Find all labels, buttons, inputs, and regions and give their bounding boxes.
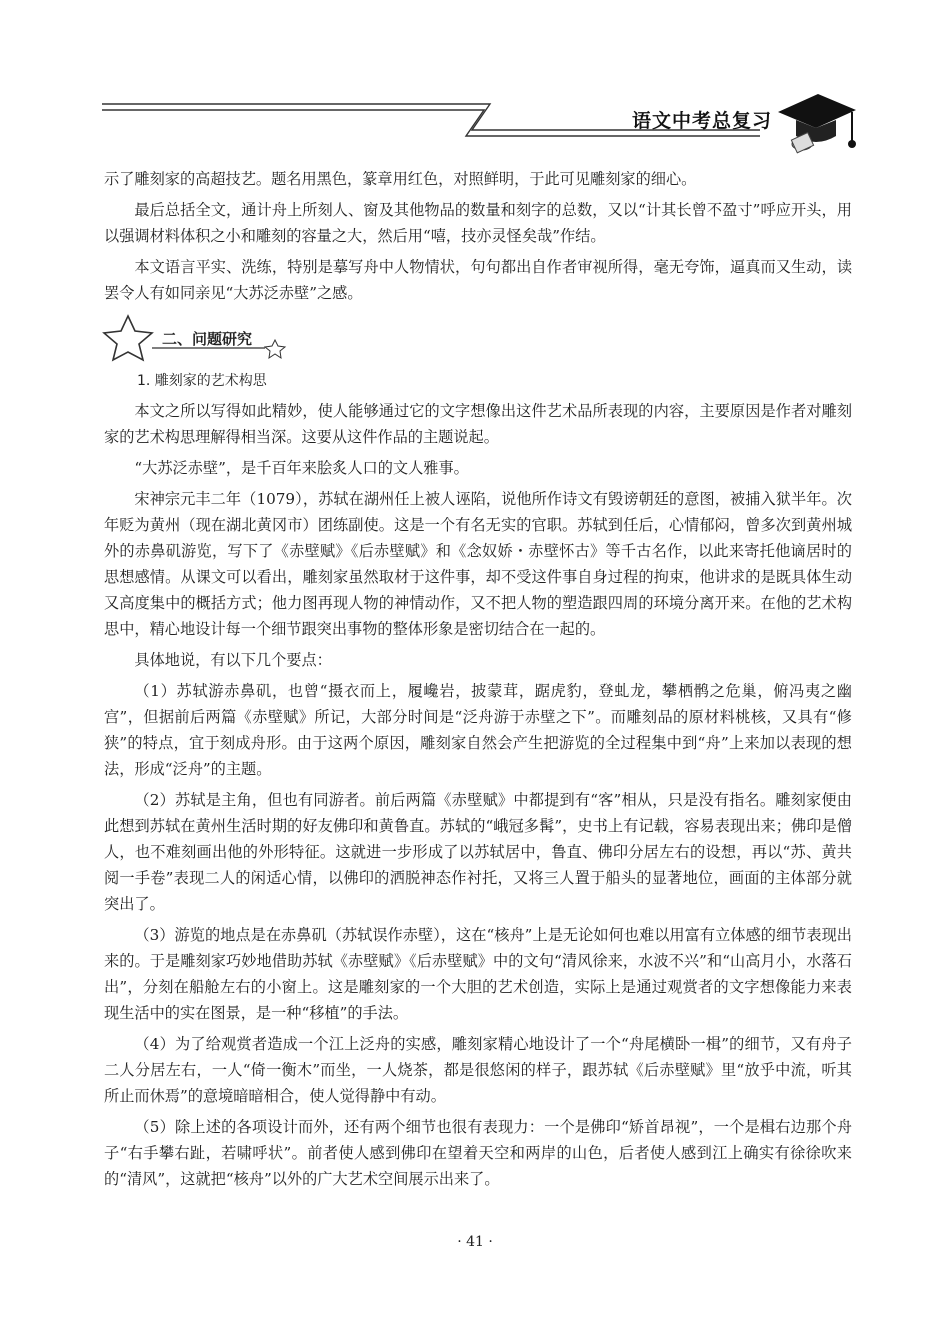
paragraph: （2）苏轼是主角，但也有同游者。前后两篇《赤壁赋》中都提到有“客”相从，只是没有指名。雕刻家便由此想到苏轼在黄州生活时期的好友佛印和黄鲁直。苏轼的“峨冠多髯”，史书上有记载，容易表现出来；佛印是僧人，也不难刻画出他的外形特征。这就进一步形成了以苏轼居中，鲁直、佛印分居左右的设想，再以“苏、黄共阅一手卷”表现二人的闲适心情，以佛印的洒脱神态作衬托，又将三人置于船头的显著地位，画面的主体部分就突出了。 — [104, 791, 852, 913]
paragraph: （5）除上述的各项设计而外，还有两个细节也很有表现力：一个是佛印“矫首昂视”，一个是楫右边那个舟子“右手攀右趾，若啸呼状”。前者使人感到佛印在望着天空和两岸的山色，后者使人感到江上确实有徐徐吹来的“清风”，这就把“核舟”以外的广大艺术空间展示出来了。 — [104, 1118, 852, 1188]
graduation-cap-icon — [768, 84, 858, 164]
paragraph: （1）苏轼游赤鼻矶，也曾“摄衣而上，履巉岩，披蒙茸，踞虎豹，登虬龙，攀栖鹘之危巢，俯冯夷之幽宫”，但据前后两篇《赤壁赋》所记，大部分时间是“泛舟游于赤壁之下”。而雕刻品的原材料桃核，又具有“修狭”的特点，宜于刻成舟形。由于这两个原因，雕刻家自然会产生把游览的全过程集中到“舟”上来加以表现的想法，形成“泛舟”的主题。 — [104, 682, 852, 778]
page-body — [104, 166, 852, 1197]
header-title: 语文中考总复习 — [632, 110, 773, 132]
section-title: 二、问题研究 — [162, 330, 253, 348]
paragraph: 具体地说，有以下几个要点： — [134, 651, 332, 669]
paragraph: 示了雕刻家的高超技艺。题名用黑色，篆章用红色，对照鲜明，于此可见雕刻家的细心。 — [104, 170, 697, 188]
paragraph: 最后总括全文，通计舟上所刻人、窗及其他物品的数量和刻字的总数，又以“计其长曾不盈寸”呼应开头，用以强调材料体积之小和雕刻的容量之大，然后用“嘻，技亦灵怪矣哉”作结。 — [104, 201, 852, 245]
paragraph: 本文语言平实、洗练，特别是摹写舟中人物情状，句句都出自作者审视所得，毫无夸饰，逼真而又生动，读罢令人有如同亲见“大苏泛赤壁”之感。 — [104, 258, 852, 302]
paragraph: （4）为了给观赏者造成一个江上泛舟的实感，雕刻家精心地设计了一个“舟尾横卧一楫”的细节，又有舟子二人分居左右，一人“倚一衡木”而坐，一人烧茶，都是很悠闲的样子，跟苏轼《后赤壁赋》里“放乎中流，听其所止而休焉”的意境暗暗相合，使人觉得静中有动。 — [104, 1035, 852, 1105]
paragraph: “大苏泛赤壁”，是千百年来脍炙人口的文人雅事。 — [134, 459, 469, 477]
paragraph: 本文之所以写得如此精妙，使人能够通过它的文字想像出这件艺术品所表现的内容，主要原因是作者对雕刻家的艺术构思理解得相当深。这要从这件作品的主题说起。 — [104, 402, 852, 446]
paragraph: （3）游览的地点是在赤鼻矶（苏轼误作赤壁），这在“核舟”上是无论如何也难以用富有立体感的细节表现出来的。于是雕刻家巧妙地借助苏轼《赤壁赋》《后赤壁赋》中的文句“清风徐来，水波不兴”和“山高月小，水落石出”，分刻在船舱左右的小窗上。这是雕刻家的一个大胆的艺术创造，实际上是通过观赏者的文字想像能力来表现生活中的实在图景，是一种“移植”的手法。 — [104, 926, 852, 1022]
section-heading — [104, 314, 852, 362]
page-header — [100, 90, 860, 170]
page-number: · 41 · — [457, 1234, 493, 1250]
paragraph: 宋神宗元丰二年（1079），苏轼在湖州任上被人诬陷，说他所作诗文有毁谤朝廷的意图，被捕入狱半年。次年贬为黄州（现在湖北黄冈市）团练副使。这是一个有名无实的官职。苏轼到任后，心情郁闷，曾多次到黄州城外的赤鼻矶游览，写下了《赤壁赋》《后赤壁赋》和《念奴娇・赤壁怀古》等千古名作，以此来寄托他谪居时的思想感情。从课文可以看出，雕刻家虽然取材于这件事，却不受这件事自身过程的拘束，他讲求的是既具体生动又高度集中的概括方式；他力图再现人物的神情动作，又不把人物的塑造跟四周的环境分离开来。在他的艺术构思中，精心地设计每一个细节跟突出事物的整体形象是密切结合在一起的。 — [104, 490, 852, 638]
subheading: 1. 雕刻家的艺术构思 — [137, 373, 267, 389]
